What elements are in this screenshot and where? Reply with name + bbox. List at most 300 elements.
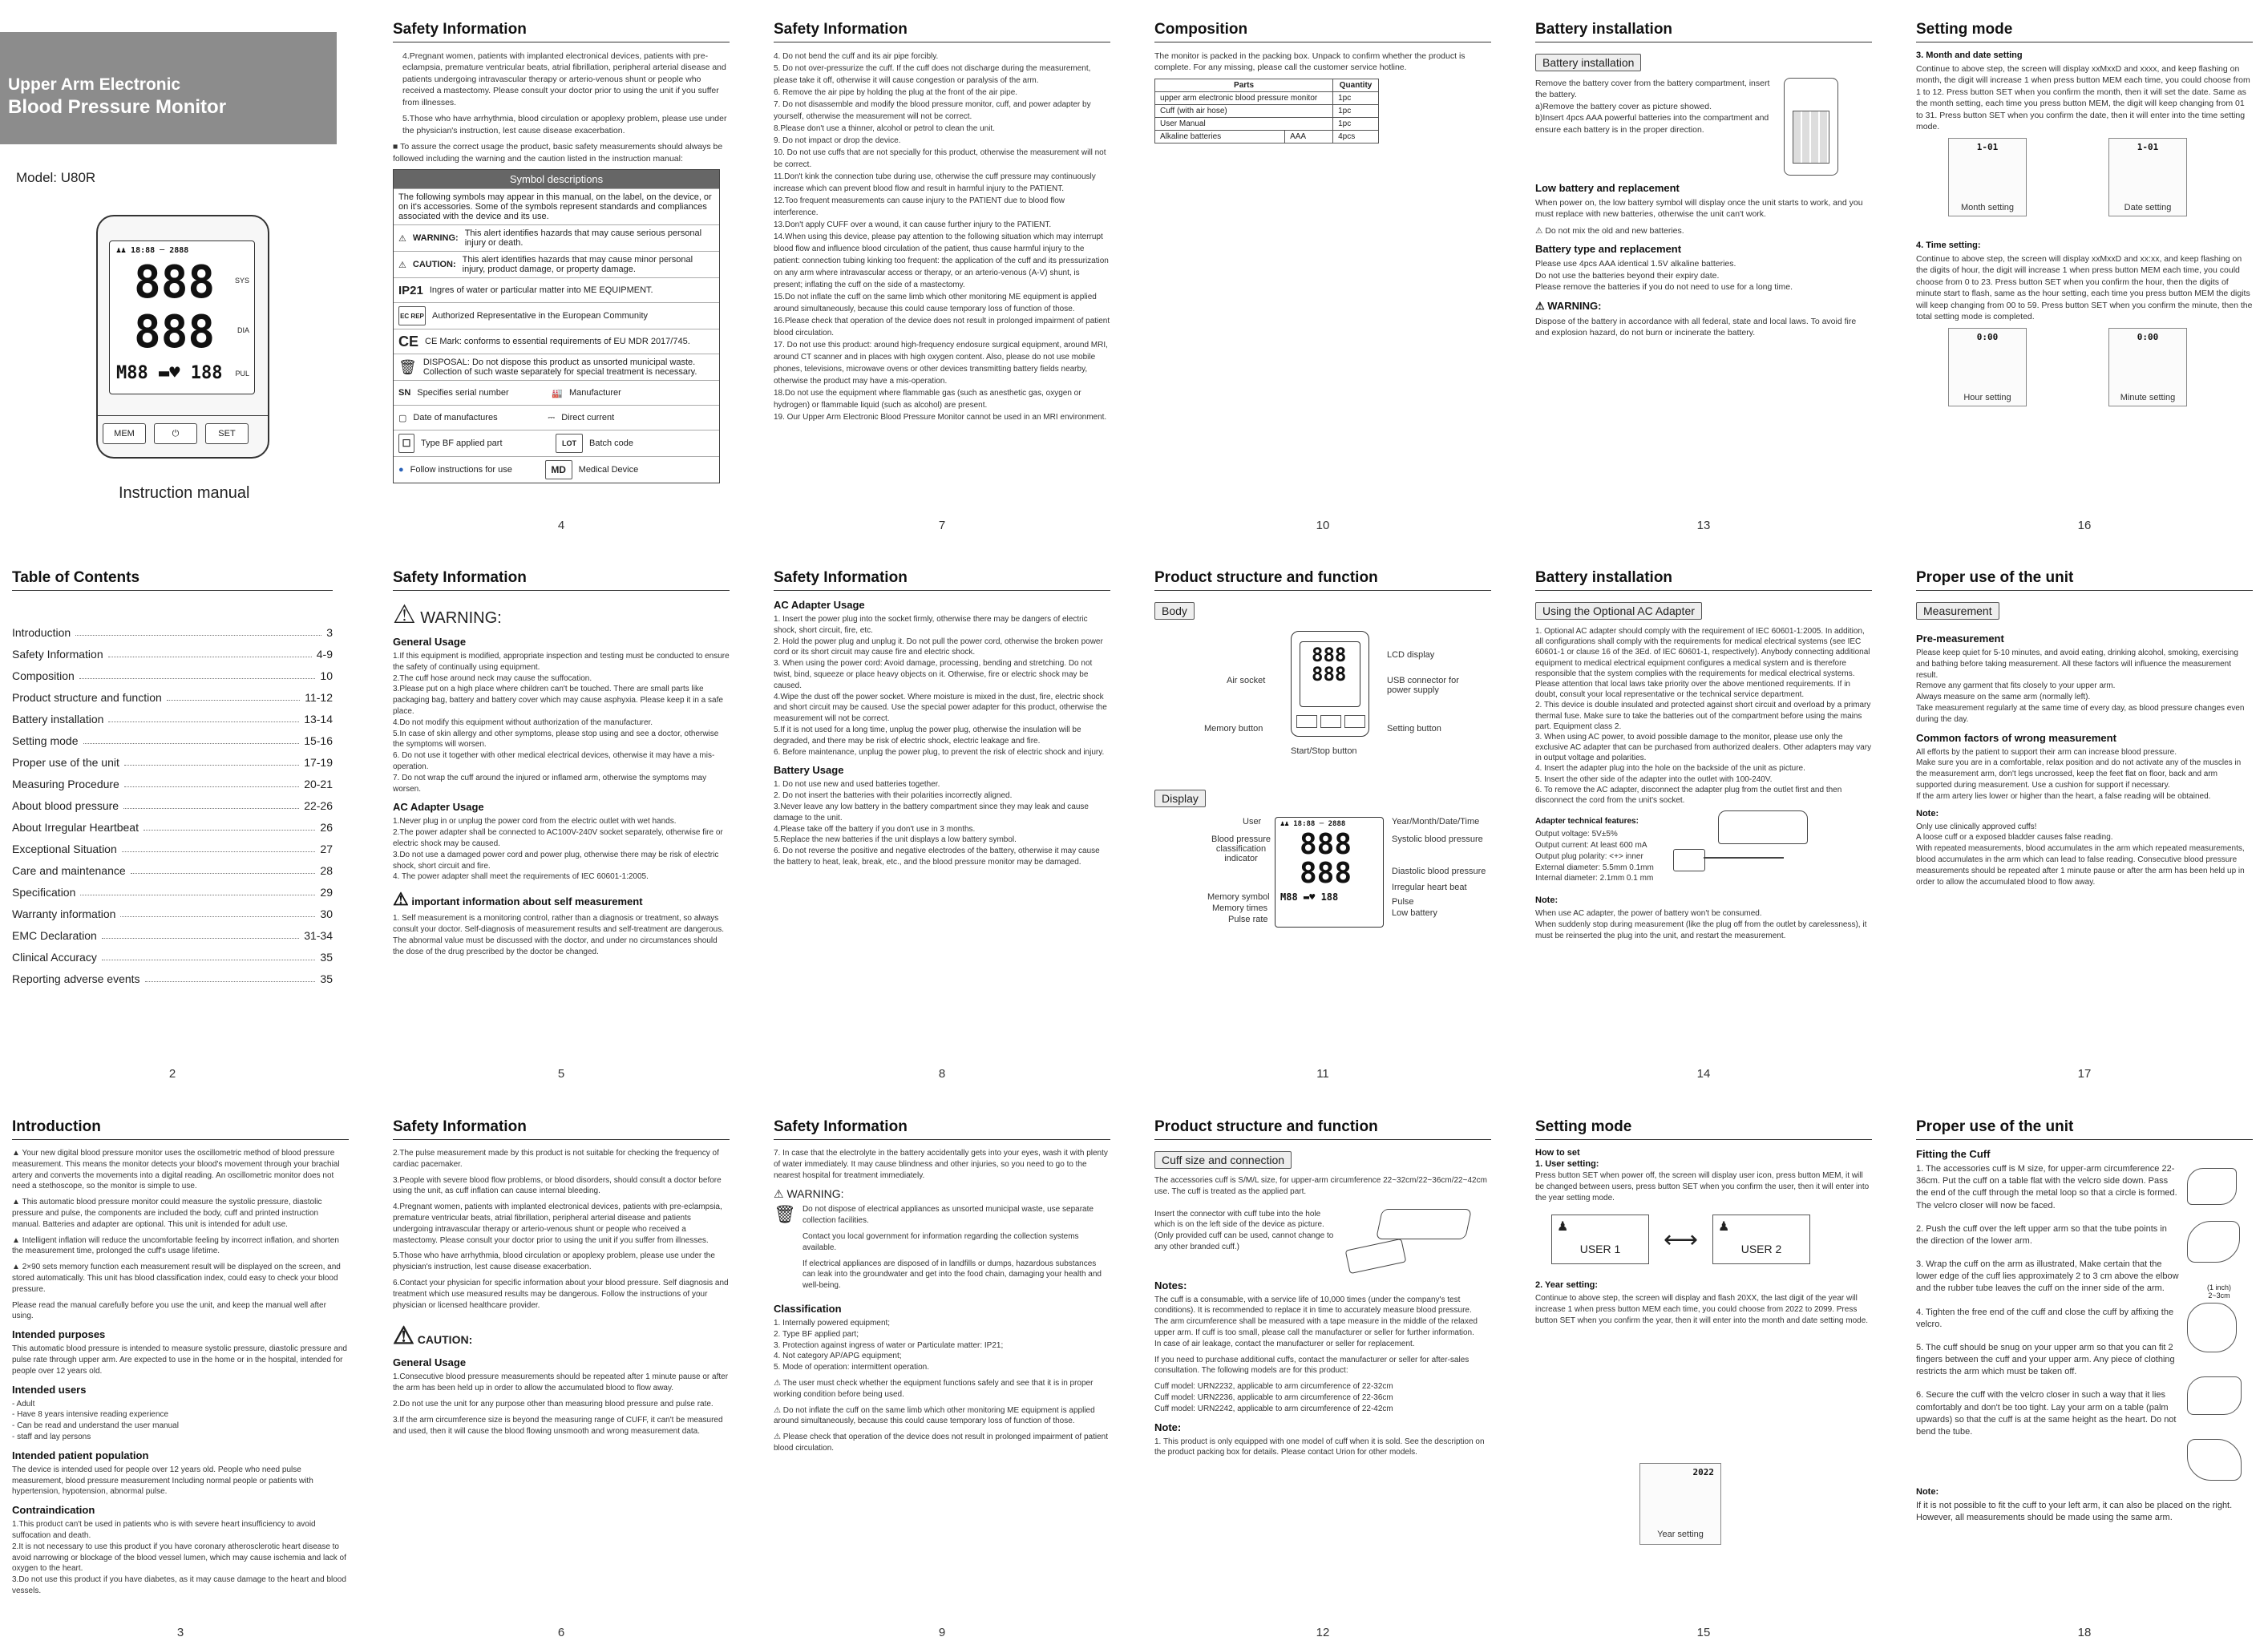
page-title: Battery installation — [1535, 569, 1872, 591]
cover-panel — [0, 0, 337, 545]
date-lcd-value: 1-01 — [2137, 141, 2159, 152]
battery-slots — [1793, 111, 1829, 164]
toc-entry-page: 17-19 — [304, 756, 333, 769]
general-usage-text: 1.If this equipment is modified, appropriate inspection and testing must be conducted to ensure the safety of continually using equipment. 2.The cuff hose around neck may cause the suffocation. 3.Please put on a high place where children can't be touched. There are small parts like packaging bag, battery and battery cover which may cause asphyxia. Please keep it in a safe place. 4.Do not modify this equipment without authorization of the manufacturer. 5.In case of skin allergy and other symptoms, please stop using and see a doctor, otherwise the symptoms will worsen. 6. Do not use it together with other medical electrical devices, otherwise it may have a mis-operation. 7. Do not wrap the cuff around the injured or inflamed arm, otherwise the symptoms may worsen. — [393, 652, 730, 794]
symbol-row-ce — [394, 329, 719, 354]
page-number: 17 — [2077, 1067, 2092, 1081]
important-text: 1. Self measurement is a monitoring control, rather than a diagnosis or treatment, so always consult your doctor. Self-diagnosis of measurement results and self-treatment are dangerous. The abnormal value must be discussed with the doctor, and under no circumstances should the dose of the drug prescribed by the doctor be changed. — [393, 914, 724, 956]
safety9-n2-text: Do not inflate the cuff on the same limb which other monitoring ME equipment is applied around simultaneously, because this could cause temporary loss of function of those. — [774, 1405, 1095, 1426]
page-number: 9 — [938, 1626, 946, 1639]
toc-entry[interactable] — [12, 864, 333, 877]
toc-entry-label: Care and maintenance — [12, 864, 126, 877]
diastolic-label: Diastolic blood pressure — [1392, 867, 1486, 876]
display-diagram — [1154, 814, 1491, 974]
year-lcd — [1639, 1463, 1721, 1545]
product-page-12 — [1154, 1118, 1491, 1639]
lot-text: Batch code — [589, 439, 634, 449]
page-number: 10 — [1316, 519, 1330, 532]
composition-intro: The monitor is packed in the packing box. Unpack to confirm whether the product is complete. For any missing, please call the customer service hotline. — [1154, 51, 1466, 73]
date-caption: Date setting — [2124, 202, 2172, 212]
safety4-p1: 4.Pregnant women, patients with implanted electronical devices, patients with pre-eclampsia, premature ventricular beats, atrial fibrillation, peripheral arterial disease and patients undergoing intravascular therapy or arterio-venous shunt or people who received a mastectomy. Please consult your doctor prior to using the unit if you suffer from illnesses. — [402, 51, 726, 107]
toc-leader-dots — [108, 721, 299, 722]
toc-entry-page: 13-14 — [304, 713, 333, 726]
battery-page-14 — [1535, 569, 1872, 1082]
battery-compartment-illustration — [1784, 78, 1838, 176]
toc-entry[interactable] — [12, 713, 333, 726]
lcd-digits: 888 888 — [1312, 644, 1347, 685]
introduction-page — [12, 1118, 349, 1639]
section-label: Cuff size and connection — [1154, 1151, 1292, 1169]
how-to-set-heading: How to set — [1535, 1148, 1580, 1158]
toc-entry-label: About Irregular Heartbeat — [12, 821, 139, 834]
toc-entry-label: About blood pressure — [12, 799, 119, 812]
intro-p2-text: This automatic blood pressure monitor could measure the systolic pressure, diastolic pressure and pulse, the components are included the body, cuff and printed instruction manual. Batteries and adapter are optional. This unit is intended for adult use. — [12, 1198, 322, 1229]
warning-icon: ⚠ — [774, 1378, 783, 1388]
page-title: Product structure and function — [1154, 1118, 1491, 1140]
cuff-illustration-5 — [2187, 1439, 2242, 1481]
table-row — [1155, 117, 1379, 130]
page-title: Safety Information — [774, 21, 1110, 42]
part-cell: Cuff (with air hose) — [1155, 104, 1333, 117]
caution-label: CAUTION: — [417, 1333, 473, 1347]
toc-leader-dots — [167, 700, 300, 701]
page-title: Setting mode — [1916, 21, 2253, 42]
safety9-n1-text: The user must check whether the equipment functions safely and see that it is in proper working condition before being used. — [774, 1378, 1094, 1399]
toc-entry[interactable] — [12, 821, 333, 834]
toc-entry-page: 11-12 — [305, 691, 333, 704]
safety-page-5 — [393, 569, 730, 1082]
pulse-rate-label: Pulse rate — [1228, 915, 1268, 924]
cuff-illustration-2 — [2187, 1221, 2240, 1263]
cover-model: Model: U80R — [16, 170, 96, 185]
mix-warning-text: Do not mix the old and new batteries. — [1545, 225, 1684, 236]
lcd-sys-label: SYS — [234, 277, 249, 285]
toc-entry-label: Measuring Procedure — [12, 778, 119, 790]
battery-warning-label: WARNING: — [1547, 299, 1602, 312]
user-icon: ♟ — [1557, 1220, 1569, 1235]
mem-button[interactable]: MEM — [103, 423, 146, 444]
safety-page-9 — [774, 1118, 1110, 1639]
lcd-dia-digits: 888 — [134, 306, 216, 358]
page-title: Product structure and function — [1154, 569, 1491, 591]
intro-p3-text: Intelligent inflation will reduce the uncomfortable feeling by incorrect inflation, and shorten the measurement time, prolonged the cuff's usage lifetime. — [12, 1235, 339, 1256]
page-title: Battery installation — [1535, 21, 1872, 42]
toc-entry[interactable] — [12, 778, 333, 790]
caution-icon: ⚠ — [398, 260, 406, 270]
intro-p5: Please read the manual carefully before you use the unit, and keep the manual well after using. — [12, 1300, 326, 1321]
page-number: 11 — [1316, 1067, 1329, 1081]
toc-entry-page: 35 — [320, 972, 333, 985]
fit-step-6: 6. Secure the cuff with the velcro closer in such a way that it lies comfortably and don't be too tight. Lay your arm on a table (palm upwards) so that the cuff is at the same height as the heart. Do not bend the tube. — [1916, 1390, 2177, 1437]
user-icon: ♟ — [1718, 1220, 1730, 1235]
note-text: Only use clinically approved cuffs! A loose cuff or a exposed bladder causes false reading. With repeated measurements, blood accumulates in the arm which repeated measurements, blood accumulates in the arm which can lead to false reading. Consecutive blood pressure measurements should be repeated after 1 minute pause or after the arm has been held up in order to allow the accumulated blood to flow away. — [1916, 822, 2245, 887]
warning-heading — [393, 599, 730, 629]
hour-caption: Hour setting — [1963, 392, 2011, 402]
toc-entry-page: 22-26 — [304, 799, 333, 812]
cuff-size-text: The accessories cuff is S/M/L size, for upper-arm circumference 22~32cm/22~36cm/22~42cm use. The cuff is treated as the applied part. — [1154, 1176, 1487, 1196]
monitor-back — [1718, 810, 1808, 844]
safety6-p2: 3.People with severe blood flow problems, or blood disorders, should consult a doctor before using the unit, as cuff inflation can cause internal bleeding. — [393, 1175, 722, 1196]
systolic-label: Systolic blood pressure — [1392, 835, 1483, 844]
cover-subtitle: Instruction manual — [119, 484, 250, 502]
irregular-label: Irregular heart beat — [1392, 883, 1467, 892]
safety6-g1: 1.Consecutive blood pressure measurements should be repeated after 1 minute pause or after the arm has been held up in order to allow the accumulated blood to flow away. — [393, 1372, 729, 1393]
toc-entry-label: Warranty information — [12, 907, 116, 920]
symbol-row-ecrep — [394, 302, 719, 329]
safety6-p1: 2.The pulse measurement made by this product is not suitable for checking the frequency of cardiac pacemaker. — [393, 1149, 719, 1169]
low-battery-label: Low battery — [1392, 908, 1437, 918]
toc-list — [12, 626, 333, 985]
toc-entry-page: 35 — [320, 951, 333, 964]
intro-p3 — [12, 1235, 349, 1258]
composition-table — [1154, 79, 1379, 143]
battery-warning-heading — [1535, 300, 1872, 313]
month-caption: Month setting — [1960, 202, 2015, 212]
ac-adapter-heading: AC Adapter Usage — [393, 801, 484, 814]
page-number: 7 — [938, 519, 946, 532]
toc-entry[interactable] — [12, 669, 333, 682]
battery-usage-heading: Battery Usage — [774, 764, 844, 777]
ac-adapter-text: 1.Never plug in or unplug the power cord from the electric outlet with wet hands. 2.The power adapter shall be connected to AC100V-240V socket separately, otherwise fire or electric shock may be caused. 3.Do not use a damaged power cord and power plug, otherwise there may be risk of electric shock, short circuit and fire. 4. The power adapter shall meet the requirements of IEC 60601-1:2005. — [393, 817, 723, 882]
population-heading: Intended patient population — [12, 1449, 149, 1461]
cuff-illustration-4 — [2187, 1376, 2242, 1415]
bf-text: Type BF applied part — [421, 439, 503, 449]
safety9-n3-text: Please check that operation of the device does not result in prolonged impairment of patient blood circulation. — [774, 1433, 1108, 1453]
page-number: 13 — [1696, 519, 1711, 532]
product-page-11 — [1154, 569, 1491, 1082]
toc-leader-dots — [124, 786, 299, 787]
dc-icon: ⎓ — [548, 412, 556, 422]
toc-entry[interactable] — [12, 756, 333, 769]
symbol-table — [393, 169, 720, 483]
toc-entry[interactable] — [12, 972, 333, 985]
power-button[interactable] — [1320, 715, 1341, 728]
toc-entry-page: 30 — [320, 907, 333, 920]
warning-label: WARNING: — [786, 1187, 844, 1201]
safety7-text: 4. Do not bend the cuff and its air pipe forcibly. 5. Do not over-pressurize the cuff. If the cuff does not discharge during the measurement, please take it off, otherwise it will cause congestion or paralysis of the arm. 6. Remove the air pipe by holding the plug at the front of the air pipe. 7. Do not disassemble and modify the blood pressure monitor, cuff, and power adapter by yourself, otherwise the measurement will not be correct. 8.Please don't use a thinner, alcohol or petrol to clean the unit. 9. Do not impact or drop the device. 10. Do not use cuffs that are not specially for this product, otherwise the measurement will not be correct. 11.Don't kink the connection tube during use, otherwise the cuff pressure may continuously increase which can prevent blood flow and result in harmful injury to the PATIENT. 12.Too frequent measurements can cause injury to the PATIENT due to blood flow interference. 13.Don't apply CUFF over a wound, it can cause further injury to the PATIENT. 14.When using this device, please pay attention to the following situation which may interrupt blood flow and influence blood circulation of the patient, thus cause harmful injury to the patient: connection tubing kinking too frequent: the application of the cuff and its pressurization on any arm where intravascular access or therapy, or an arterio-venous (A-V) shunt, is present; inflating the cuff on the side of a mastectomy. 15.Do not inflate the cuff on the same limb which other monitoring ME equipment is applied around simultaneously, because this could cause temporary loss of function of those. 16.Please check that operation of the device does not result in prolonged impairment of patient blood circulation. 17. Do not use this product: around high-frequency endosure surgical equipment, around MRI, around CT scanner and in places with high oxygen content. Also, please do not use mobile phones, televisions, microwave ovens or other devices transmitting battery fields nearby, otherwise the product may have a mis-operation. 18.Do not use the equipment where flammable gas (such as anesthetic gas, oxygen or hydrogen) or flammable liquid (such as alcohol) are present. 19. Our Upper Arm Electronic Blood Pressure Monitor cannot be used in an MRI environment. — [774, 52, 1110, 422]
page-title: Table of Contents — [12, 569, 333, 591]
wee-bin-icon: 🗑 — [398, 358, 417, 375]
toc-leader-dots — [122, 851, 316, 852]
user2-label: USER 2 — [1740, 1243, 1782, 1256]
cuff-connector — [1345, 1238, 1407, 1273]
toc-entry-label: Proper use of the unit — [12, 756, 119, 769]
toc-entry-label: Safety Information — [12, 648, 103, 661]
page-number: 6 — [557, 1626, 565, 1639]
safety9-w1: Do not dispose of electrical appliances as unsorted municipal waste, use separate collection facilities. — [802, 1205, 1094, 1226]
user1-box[interactable] — [1551, 1215, 1649, 1264]
display-label: Display — [1154, 790, 1206, 807]
cuff-illustrations — [2187, 1163, 2251, 1481]
toc-entry-page: 15-16 — [304, 734, 333, 747]
symbol-row-ip21 — [394, 277, 719, 302]
qty-cell: 4pcs — [1333, 130, 1379, 143]
year-setting-heading: 2. Year setting: — [1535, 1280, 1599, 1291]
toc-entry-label: Reporting adverse events — [12, 972, 140, 985]
hour-lcd — [1948, 328, 2027, 406]
ce-text: CE Mark: conforms to essential requirements of EU MDR 2017/745. — [425, 337, 690, 347]
double-arrow-icon: ⟷ — [1664, 1226, 1699, 1253]
toc-entry-page: 28 — [320, 864, 333, 877]
ac-adapter-text: 1. Optional AC adapter should comply with the requirement of IEC 60601-1:2005. In addition, all configurations shall comply with the requirements for medical electrical systems (see IEC 60601-1 or clause 16 of the 3Ed. of IEC 60601-1, respectively). Anybody connecting additional equipment to medical electrical equipment configures a medical system and is therefore responsible that the system complies with the requirements for medical electrical systems. Please attention that local laws take priority over the above mentioned requirements. If in doubt, consult your local representative or the technical service department. 2. This device is double insulated and protected against short circuit and overload by a primary thermal fuse. Make sure to take the batteries out of the compartment before using the mains part. Equipment class 2. 3. When using AC power, to avoid possible damage to the monitor, please use only the exclusive AC adapter that can be purchased from authorized dealers. Other adapters may vary in output voltage and polarities. 4. Insert the adapter plug into the hole on the backside of the unit as picture. 5. Insert the other side of the adapter into the outlet with 100-240V. 6. To remove the AC adapter, disconnect the adapter plug from the outlet first and then disconnect the cord from the unit's socket. — [1535, 627, 1872, 805]
page-number: 4 — [557, 519, 565, 532]
usb-label: USB connector for power supply — [1387, 676, 1459, 695]
toc-entry-label: Exceptional Situation — [12, 843, 117, 855]
proper-use-page-18 — [1916, 1118, 2253, 1639]
air-socket-label: Air socket — [1227, 676, 1266, 685]
toc-entry-page: 20-21 — [304, 778, 333, 790]
fitting-heading: Fitting the Cuff — [1916, 1148, 1991, 1160]
adapter-plug — [1673, 849, 1705, 871]
cuff-model-1: Cuff model: URN2232, applicable to arm circumference of 22-32cm — [1154, 1382, 1393, 1392]
fit-step-3: 3. Wrap the cuff on the arm as illustrated, Make certain that the lower edge of the cuff lies approximately 2 to 3 cm above the elbow and the rubber tube leaves the cuff on the inner side of the arm. — [1916, 1259, 2179, 1294]
safety9-n2 — [774, 1405, 1110, 1428]
start-button-label: Start/Stop button — [1291, 746, 1357, 756]
symbol-row-follow — [394, 456, 719, 483]
display-bottom-row: M88 ▬♥ 188 — [1280, 891, 1339, 903]
device-body — [1376, 1209, 1472, 1239]
page-title: Safety Information — [393, 1118, 730, 1140]
display-digits: 888 888 — [1300, 828, 1352, 890]
page-number: 12 — [1316, 1626, 1330, 1639]
adapter-illustration — [1670, 810, 1806, 875]
toc-entry-page: 10 — [320, 669, 333, 682]
instructions-icon: ● — [398, 465, 404, 475]
safety-page-8 — [774, 569, 1110, 1082]
page-number: 8 — [938, 1067, 946, 1081]
purpose-heading: Intended purposes — [12, 1328, 106, 1341]
battery-page-13 — [1535, 21, 1872, 534]
toc-leader-dots — [75, 635, 321, 636]
toc-entry-label: Battery installation — [12, 713, 104, 726]
qty-cell: 1pc — [1333, 117, 1379, 130]
intro-p2 — [12, 1197, 349, 1230]
minute-lcd-value: 0:00 — [2137, 331, 2159, 342]
user-label: User — [1243, 817, 1262, 827]
page-title: Proper use of the unit — [1916, 569, 2253, 591]
time-heading: 4. Time setting: — [1916, 240, 1981, 250]
factors-text: All efforts by the patient to support their arm can increase blood pressure. Make sure you are in a comfortable, relax position and do not activate any of the muscles in the measurement arm, don't legs uncrossed, keep the feet flat on floor, back and arm supported during measurement. Use a cushion for support if necessary. If the arm artery lies lower or higher than the heart, a false reading will be obtained. — [1916, 747, 2242, 801]
classification-text: 1. Internally powered equipment; 2. Type BF applied part; 3. Protection against ingress of water or Particulate matter: IP21; 4. Not category AP/APG equipment; 5. Mode of operation: intermittent operation. — [774, 1318, 1004, 1372]
toc-leader-dots — [83, 743, 300, 744]
contraindication-heading: Contraindication — [12, 1504, 95, 1517]
note-heading: Note: — [1535, 895, 1558, 906]
warning-label: WARNING: — [412, 233, 459, 244]
caution-label: CAUTION: — [412, 260, 456, 270]
section-label: Using the Optional AC Adapter — [1535, 602, 1702, 620]
year-setting-text: Continue to above step, the screen will display and flash 20XX, the last digit of the year will increase 1 when press button MEM each time, you could choose from 2022 to 2099. Press button SET when you confirm the year, then it will enter into the month and date setting mode. — [1535, 1294, 1869, 1325]
power-button[interactable]: ⏻ — [154, 423, 197, 444]
toc-leader-dots — [131, 873, 316, 874]
cover-title-line2: Blood Pressure Monitor — [8, 96, 227, 118]
cover-title-line1: Upper Arm Electronic — [8, 75, 181, 94]
page-title: Safety Information — [774, 1118, 1110, 1140]
fit-step-2: 2. Push the cuff over the left upper arm so that the tube points in the direction of the lower arm. — [1916, 1223, 2167, 1246]
body-diagram — [1154, 626, 1491, 786]
safety4-p3-text: To assure the correct usage the product, basic safety measurements should always be followed including the warning and the caution listed in the instruction manual: — [393, 142, 723, 164]
toc-entry-label: Clinical Accuracy — [12, 951, 97, 964]
symbol-table-title: Symbol descriptions — [394, 170, 719, 188]
notes-text: The cuff is a consumable, with a service life of 10,000 times (under the company's test conditions). It is recommended to replace it in time to accurately measure blood pressure. The arm circumference shall be measured with a tape measure in the middle of the relaxed upper arm. If cuff is too small, please call the manufacturer or seller for further information. In case of air leakage, contact the manufacturer or seller for replacement. — [1154, 1295, 1478, 1348]
toc-entry-page: 31-34 — [304, 929, 333, 942]
set-button[interactable]: SET — [205, 423, 249, 444]
lcd-pulse-row: M88 ▬♥ 188 — [116, 363, 223, 383]
warning-icon: ⚠ — [1535, 225, 1546, 236]
composition-page — [1154, 21, 1491, 534]
users-heading: Intended users — [12, 1383, 87, 1396]
toc-entry[interactable] — [12, 691, 333, 704]
cover-banner — [0, 32, 337, 144]
toc-leader-dots — [79, 678, 316, 679]
page-title: Safety Information — [393, 21, 730, 42]
warning-icon: ⚠ — [393, 600, 416, 629]
page-number: 2 — [168, 1067, 176, 1081]
general-usage-heading: General Usage — [393, 636, 467, 648]
adapter-cord — [1704, 857, 1784, 859]
important-heading-text: important information about self measurement — [411, 895, 643, 908]
ac-adapter-heading: AC Adapter Usage — [774, 599, 865, 611]
page-title: Safety Information — [774, 569, 1110, 591]
toc-entry[interactable] — [12, 951, 333, 964]
month-lcd-value: 1-01 — [1976, 141, 1999, 152]
safety9-w3: If electrical appliances are disposed of in landfills or dumps, hazardous substances can leak into the groundwater and get into the food chain, damaging your health and well-being. — [802, 1259, 1102, 1291]
safety-page-4 — [393, 21, 730, 534]
factors-heading: Common factors of wrong measurement — [1916, 731, 2116, 744]
lcd-pul-label: PUL — [235, 370, 249, 378]
display-lcd — [1275, 817, 1384, 928]
intro-p4-text: 2×90 sets memory function each measurement result will be displayed on the screen, and stored automatically. This unit has blood classification index, could easy to check your blood pressure. — [12, 1263, 341, 1294]
device-buttons — [1296, 715, 1365, 728]
page-title: Composition — [1154, 21, 1491, 42]
toc-entry[interactable] — [12, 626, 333, 639]
symbol-row-warning — [394, 224, 719, 251]
warning-icon: ▲ — [12, 1149, 22, 1158]
page-number: 5 — [557, 1067, 565, 1081]
col-parts: Parts — [1155, 79, 1333, 91]
wee-bin-icon: 🗑 — [774, 1204, 796, 1225]
caution-text: This alert identifies hazards that may cause minor personal injury, product damage, or property damage. — [462, 255, 693, 275]
md-text: Medical Device — [578, 465, 639, 475]
lot-icon: LOT — [556, 434, 583, 453]
mix-warning — [1535, 225, 1872, 236]
caution-icon: ⚠ — [393, 1323, 414, 1350]
low-battery-text: When power on, the low battery symbol will display once the unit starts to work, and you must replace with new batteries, otherwise the unit can't work. — [1535, 198, 1863, 220]
warning-icon: ⚠ — [774, 1187, 784, 1201]
general-usage-heading: General Usage — [393, 1356, 467, 1369]
safety-page-6 — [393, 1118, 730, 1639]
set-button[interactable] — [1344, 715, 1365, 728]
table-row — [1155, 91, 1379, 104]
safety6-g3: 3.If the arm circumference size is beyond the measuring range of CUFF, it can't be measured and used, then it will cause the blood flowing unsmooth and wrong measurement data. — [393, 1415, 723, 1436]
month-lcd — [1948, 138, 2027, 216]
toc-entry-page: 26 — [320, 821, 333, 834]
adapter-spec-heading: Adapter technical features: — [1535, 817, 1639, 827]
toc-entry-page: 29 — [320, 886, 333, 899]
symbol-row-bf — [394, 430, 719, 456]
battery-warning-text: Dispose of the battery in accordance with all federal, state and local laws. To avoid fire and explosion hazard, do not burn or incinerate the battery. — [1535, 316, 1857, 338]
symbol-row-caution — [394, 251, 719, 277]
purchase-text: If you need to purchase additional cuffs, contact the manufacturer or seller for after-sales consultation. The following models are for this product: — [1154, 1355, 1470, 1376]
safety6-p5: 6.Contact your physician for specific information about your blood pressure. Self diagnosis and treatment which use measured results may be dangerous. Follow the instructions of your physician or licensed healthcare provider. — [393, 1278, 729, 1310]
size-cell: AAA — [1285, 130, 1333, 143]
toc-entry-label: Setting mode — [12, 734, 79, 747]
pre-measurement-text: Please keep quiet for 5-10 minutes, and avoid eating, drinking alcohol, smoking, exercising and bathing before taking measurement. All these factors will influence the measurement result. Remove any garment that fits closely to your upper arm. Always measure on the same arm (normally left). Take measurement regularly at the same time of every day, as blood pressure changes even during the day. — [1916, 649, 2245, 724]
symbol-intro: The following symbols may appear in this manual, on the label, on the device, or on it's accessories. Some of the symbols represent standards and compliances associated with the device and its use. — [394, 188, 719, 224]
user2-box[interactable] — [1712, 1215, 1810, 1264]
safety6-p3: 4.Pregnant women, patients with implanted electronical devices, patients with pre-eclampsia, premature ventricular beats, atrial fibrillation, peripheral arterial disease and patients undergoing intravascular therapy or arterio-venous shunt or people who received a mastectomy. Please consult your doctor prior to using the unit if you suffer from illnesses. — [393, 1202, 722, 1245]
year-caption: Year setting — [1657, 1530, 1704, 1539]
warning-icon: ⚠ — [398, 233, 406, 244]
lcd-status-row: ♟♟ 18:88 ─ 2888 — [116, 246, 189, 255]
toc-entry[interactable] — [12, 648, 333, 661]
toc-entry-page: 27 — [320, 843, 333, 855]
toc-leader-dots — [102, 938, 299, 939]
mem-button[interactable] — [1296, 715, 1317, 728]
toc-entry[interactable] — [12, 929, 333, 942]
lcd-label: LCD display — [1387, 650, 1435, 660]
safety9-n3 — [774, 1432, 1110, 1454]
toc-page — [12, 569, 333, 1082]
manufacturer-text: Manufacturer — [568, 388, 621, 398]
toc-entry[interactable] — [12, 843, 333, 855]
warning-icon: ▲ — [12, 1198, 22, 1207]
ecrep-text: Authorized Representative in the European Community — [432, 311, 649, 321]
qty-cell: 1pc — [1333, 91, 1379, 104]
purpose-text: This automatic blood pressure is intended to measure systolic pressure, diastolic pressure and pulse rate through upper arm. Are expected to use in the home or in the hospital, intended for people over 12 years old. — [12, 1344, 347, 1376]
warning-icon: ⚠ — [1535, 299, 1548, 312]
toc-entry[interactable] — [12, 907, 333, 920]
setting-button-label: Setting button — [1387, 724, 1441, 734]
fit-step-4: 4. Tighten the free end of the cuff and close the cuff by affixing the velcro. — [1916, 1307, 2174, 1329]
classification-label: Blood pressure classification indicator — [1211, 835, 1271, 863]
toc-entry-label: Product structure and function — [12, 691, 162, 704]
toc-entry[interactable] — [12, 734, 333, 747]
cuff-model-2: Cuff model: URN2236, applicable to arm circumference of 22-36cm — [1154, 1392, 1393, 1402]
toc-entry[interactable] — [12, 886, 333, 899]
disposal-text: DISPOSAL: Do not dispose this product as unsorted municipal waste. Collection of such waste separately for special treatment is necessary. — [422, 358, 697, 378]
memory-button-label: Memory button — [1204, 724, 1263, 734]
minute-caption: Minute setting — [2120, 392, 2176, 402]
date-lcd — [2108, 138, 2187, 216]
safety9-n1 — [774, 1378, 1110, 1401]
date-icon: ▢ — [398, 413, 407, 423]
table-row — [1155, 104, 1379, 117]
md-icon: MD — [545, 460, 572, 479]
toc-leader-dots — [145, 981, 316, 982]
user-setting-text: Press button SET when power off, the screen will display user icon, press button MEM, it will be changed between users, press button SET when you confirm the user, then it will enter into the year setting mode. — [1535, 1171, 1870, 1202]
inch-note: (1 inch) 2~3cm — [2206, 1283, 2231, 1299]
note-text: When use AC adapter, the power of battery won't be consumed. When suddenly stop during measurement (like the plug off from the outlet by carelessness), it must be reinserted the plug into the unit, and restart the measurement. — [1535, 909, 1867, 940]
ce-mark-icon: CE — [398, 333, 419, 350]
low-battery-heading: Low battery and replacement — [1535, 182, 1680, 194]
bf-applied-icon: ☐ — [398, 434, 414, 453]
pulse-label: Pulse — [1392, 897, 1414, 907]
adapter-spec-text: Output voltage: 5V±5% Output current: At least 600 mA Output plug polarity: <+> inner External diameter: 5.5mm 0.1mm Internal diameter: 2.1mm 0.1 mm — [1535, 830, 1654, 883]
fit-step-5: 5. The cuff should be snug on your upper arm so that you can fit 2 fingers between the cuff and your upper arm. Any piece of clothing restricts the arm which must be taken off. — [1916, 1342, 2175, 1377]
display-status-row: ♟♟ 18:88 ─ 2888 — [1280, 820, 1346, 828]
toc-leader-dots — [123, 808, 299, 809]
fit-step-1: 1. The accessories cuff is M size, for upper-arm circumference 22-36cm. Put the cuff on a table flat with the velcro side down. Pass the end of the cuff through the metal loop so that a circle is formed. The velcro closer will now be faced. — [1916, 1164, 2177, 1211]
device-outline — [1291, 631, 1369, 737]
hour-lcd-value: 0:00 — [1976, 331, 1999, 342]
warning-icon: ⚠ — [774, 1433, 783, 1442]
warning-icon: ▲ — [12, 1235, 22, 1245]
cuff-illustration-3 — [2187, 1303, 2237, 1352]
page-title: Proper use of the unit — [1916, 1118, 2253, 1140]
toc-entry[interactable] — [12, 799, 333, 812]
toc-entry-page: 3 — [326, 626, 333, 639]
safety4-p2: 5.Those who have arrhythmia, blood circulation or apoplexy problem, please use under the physician's instruction, lest cause disease exacerbation. — [402, 114, 727, 135]
